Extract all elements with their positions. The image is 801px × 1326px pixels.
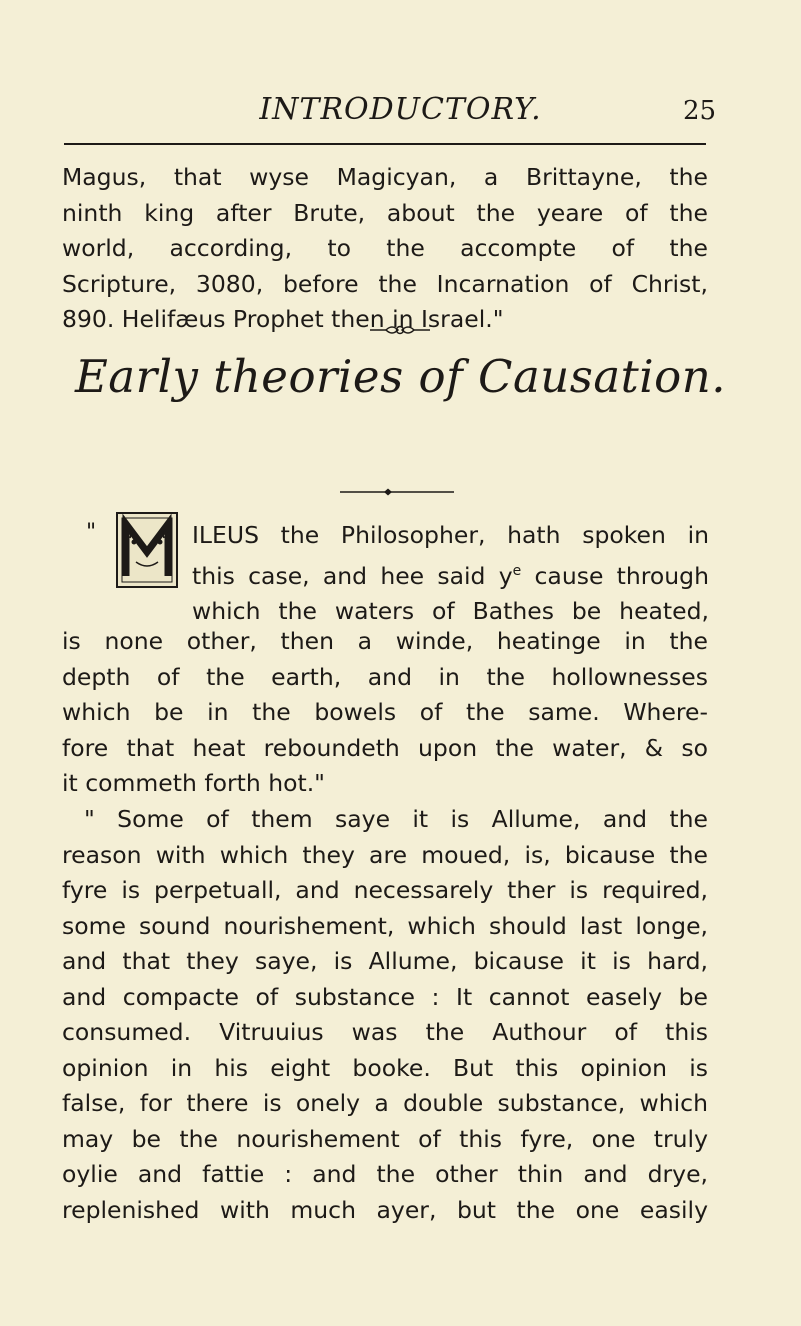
text-line: Scripture, 3080, before the Incarnation of Christ, [62, 269, 708, 298]
text-line: and that they saye, is Allume, bicause it is hard, [62, 947, 708, 975]
text-line: depth of the earth, and in the hollownesses [62, 662, 708, 691]
text-line: replenished with much ayer, but the one easily [62, 1195, 708, 1224]
text-line: some sound nourishement, which should last longe, [62, 911, 708, 940]
text-line: " Some of them saye it is Allume, and the [84, 805, 708, 833]
opening-quote: " [86, 520, 97, 545]
first-paragraph-continuation [62, 624, 708, 802]
text-line: opinion in his eight booke. But this opinion is [62, 1053, 708, 1082]
text-line: false, for there is onely a double substance, which [62, 1089, 708, 1117]
text-line: ninth king after Brute, about the yeare of the [62, 198, 708, 227]
text-line: Magus, that wyse Magicyan, a Brittayne, the [62, 163, 708, 191]
header-rule [64, 143, 706, 145]
text-line: consumed. Vitruuius was the Authour of this [62, 1018, 708, 1046]
text-line: and compacte of substance : It cannot easely be [62, 982, 708, 1011]
section-title: Early theories of Causation. [74, 350, 727, 403]
second-paragraph [62, 802, 708, 1228]
text-line: which the waters of Bathes be heated, [192, 597, 709, 625]
text-line: is none other, then a winde, heatinge in the [62, 627, 708, 655]
text-line: world, according, to the accompte of the [62, 234, 708, 262]
text-line: 890. Helifæus Prophet then in Israel." [62, 305, 504, 333]
running-title: INTRODUCTORY. [259, 92, 542, 127]
text-line: it commeth forth hot." [62, 769, 325, 797]
text-line: this case, and hee said $y^e$ cause through [192, 561, 709, 590]
rule-diamond-icon [340, 488, 454, 496]
ornament-flourish-icon [368, 323, 432, 337]
top-paragraph [62, 160, 708, 338]
text-line: may be the nourishement of this fyre, one truly [62, 1124, 708, 1153]
text-line: which be in the bowels of the same. Where- [62, 698, 708, 726]
text-line: fyre is perpetuall, and necessarely ther is required, [62, 876, 708, 904]
text-line: fore that heat reboundeth upon the water, & so [62, 733, 708, 762]
text-line: ILEUS the Philosopher, hath spoken in [192, 521, 709, 549]
page-number: 25 [683, 96, 717, 126]
text-line: oylie and fattie : and the other thin and drye, [62, 1160, 708, 1188]
text-line: reason with which they are moued, is, bicause the [62, 840, 708, 869]
first-paragraph-opening [192, 518, 709, 630]
decorated-initial-m-icon [116, 512, 178, 588]
